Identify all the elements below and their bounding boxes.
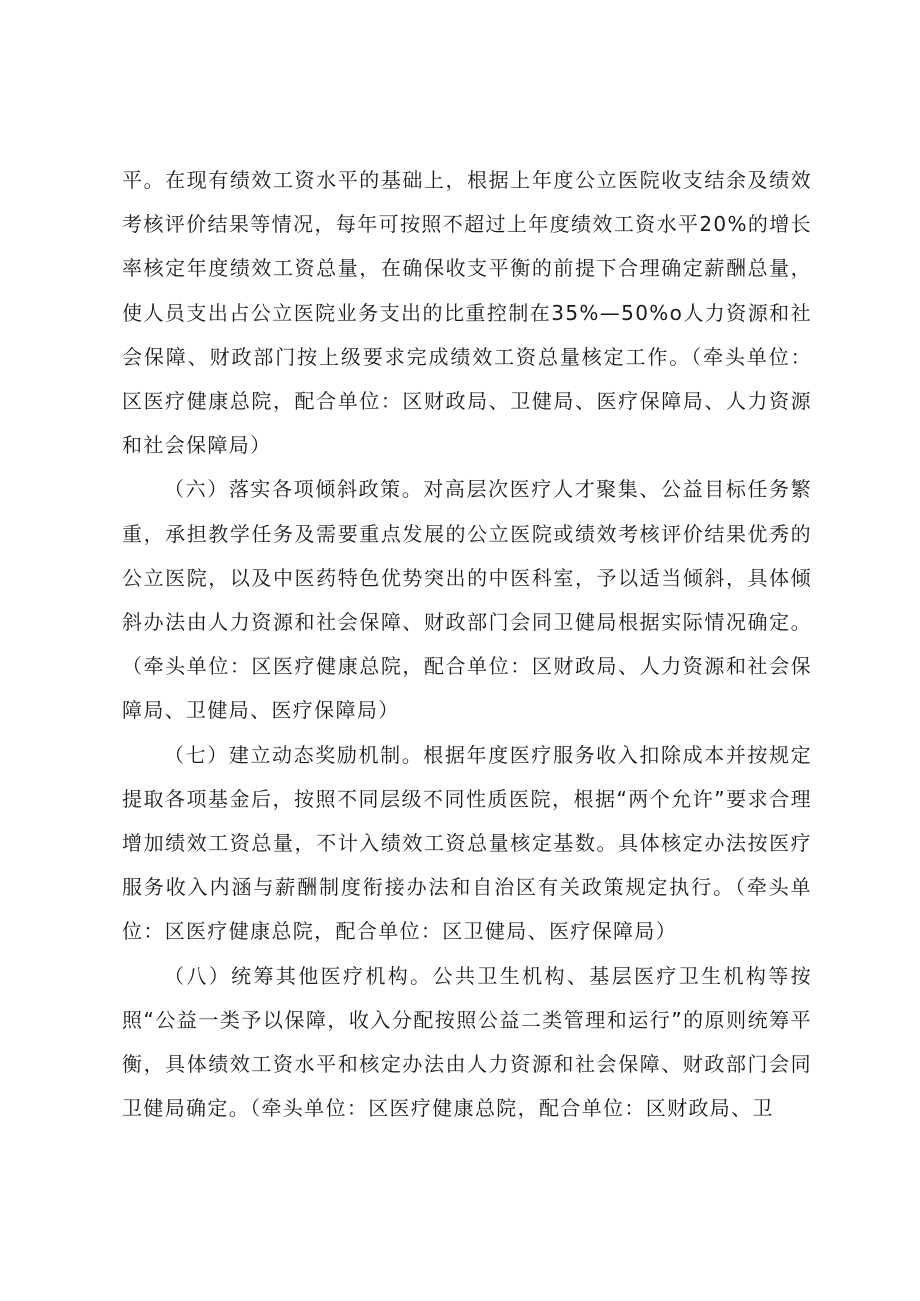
paragraph-other-institutions: （八）统筹其他医疗机构。公共卫生机构、基层医疗卫生机构等按照“公益一类予以保障，收入分配按照公益二类管理和运行”的原则统筹平衡，具体绩效工资水平和核定办法由人力资源和社会保障、财政部门会同卫健局确定。（牵头单位：区医疗健康总院，配合单位：区财政局、卫 [122,963,812,1121]
document-body [122,158,812,1130]
paragraph-tilt-policy: （六）落实各项倾斜政策。对高层次医疗人才聚集、公益目标任务繁重，承担教学任务及需要重点发展的公立医院或绩效考核评价结果优秀的公立医院，以及中医药特色优势突出的中医科室，予以适当倾斜，具体倾斜办法由人力资源和社会保障、财政部门会同卫健局根据实际情况确定。（牵头单位：区医疗健康总院，配合单位：区财政局、人力资源和社会保障局、卫健局、医疗保障局） [122,477,812,723]
paragraph-dynamic-reward: （七）建立动态奖励机制。根据年度医疗服务收入扣除成本并按规定提取各项基金后，按照不同层级不同性质医院，根据“两个允许”要求合理增加绩效工资总量，不计入绩效工资总量核定基数。具体核定办法按医疗服务收入内涵与薪酬制度衔接办法和自治区有关政策规定执行。（牵头单位：区医疗健康总院，配合单位：区卫健局、医疗保障局） [122,742,812,944]
paragraph-salary-total: 平。在现有绩效工资水平的基础上，根据上年度公立医院收支结余及绩效考核评价结果等情况，每年可按照不超过上年度绩效工资水平20%的增长率核定年度绩效工资总量，在确保收支平衡的前提下合理确定薪酬总量，使人员支出占公立医院业务支出的比重控制在35%—50%o人力资源和社会保障、财政部门按上级要求完成绩效工资总量核定工作。（牵头单位：区医疗健康总院，配合单位：区财政局、卫健局、医疗保障局、人力资源和社会保障局） [122,168,812,458]
